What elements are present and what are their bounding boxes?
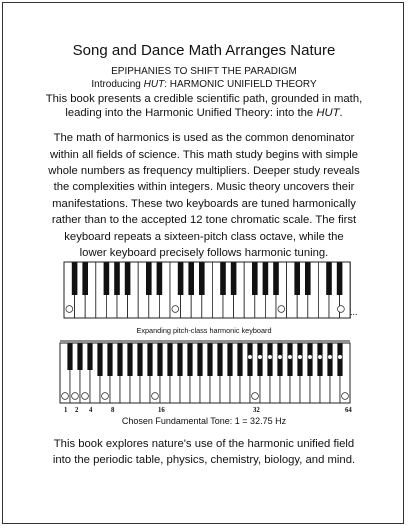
black-key xyxy=(207,343,212,376)
keyboard1-ellipsis: ... xyxy=(350,307,358,317)
paragraph-line: whole numbers as frequency multipliers. Deeper study reveals xyxy=(48,165,360,177)
black-key xyxy=(252,262,258,295)
black-key xyxy=(217,343,222,376)
harmonic-number: 64 xyxy=(345,407,352,414)
keyboard1 xyxy=(64,262,350,318)
harmonic-marker xyxy=(248,355,253,360)
paragraph-line: the complexities within integers. Music theory uncovers their xyxy=(53,181,355,193)
harmonic-marker xyxy=(318,355,323,360)
harmonic-marker xyxy=(328,355,333,360)
black-key xyxy=(117,343,122,376)
harmonic-number: 32 xyxy=(253,407,260,414)
harmonic-marker xyxy=(278,355,283,360)
page-title: Song and Dance Math Arranges Nature xyxy=(72,42,336,59)
black-key xyxy=(97,343,102,376)
harmonic-marker xyxy=(338,355,343,360)
black-key xyxy=(67,343,72,370)
harmonic-marker xyxy=(298,355,303,360)
closing-line: This book explores nature's use of the harmonic unified field xyxy=(53,438,355,450)
paragraph-line: lower keyboard precisely follows harmonic tuning. xyxy=(79,247,329,259)
black-key xyxy=(114,262,120,295)
paragraph-intro: This book presents a credible scientific path, grounded in math, leading into the Harmonic Unified Theory: into the HUT. xyxy=(45,93,363,119)
black-key xyxy=(220,262,226,295)
harmonic-marker xyxy=(268,355,273,360)
black-key xyxy=(87,343,92,370)
keyboard2 xyxy=(60,341,352,414)
harmonic-number: 8 xyxy=(111,407,115,414)
subtitle: EPIPHANIES TO SHIFT THE PARADIGM xyxy=(111,66,297,77)
black-key xyxy=(157,343,162,376)
black-key xyxy=(104,262,110,295)
intro-line: Introducing HUT: HARMONIC UNIFIELD THEORY xyxy=(91,79,317,90)
black-key xyxy=(237,343,242,376)
black-key xyxy=(157,262,163,295)
paragraph-line: within all fields of science. This math study begins with simple xyxy=(49,149,359,161)
harmonic-marker xyxy=(308,355,313,360)
harmonic-marker xyxy=(102,393,109,400)
black-key xyxy=(127,343,132,376)
black-key xyxy=(167,343,172,376)
harmonic-marker xyxy=(172,306,179,313)
harmonic-marker xyxy=(252,393,259,400)
black-key xyxy=(146,262,152,295)
black-key xyxy=(178,262,184,295)
harmonic-number: 2 xyxy=(75,407,79,414)
black-key xyxy=(305,262,311,295)
black-key xyxy=(199,262,205,295)
harmonic-number: 4 xyxy=(89,407,93,414)
harmonic-marker xyxy=(338,306,345,313)
keyboard2-title: Expanding pitch-class harmonic keyboard xyxy=(136,326,272,335)
closing-line: into the periodic table, physics, chemistry, biology, and mind. xyxy=(52,454,356,466)
black-key xyxy=(147,343,152,376)
black-key xyxy=(137,343,142,376)
black-key xyxy=(125,262,131,295)
paragraph-line: manifestations. These two keyboards are tuned harmonically xyxy=(52,198,356,210)
black-key xyxy=(294,262,300,295)
black-key xyxy=(273,262,279,295)
harmonic-marker xyxy=(62,393,69,400)
black-key xyxy=(187,343,192,376)
harmonic-marker xyxy=(258,355,263,360)
black-key xyxy=(107,343,112,376)
fundamental-tone: Chosen Fundamental Tone: 1 = 32.75 Hz xyxy=(121,416,287,426)
paragraph-line: The math of harmonics is used as the common denominator xyxy=(53,132,355,144)
paragraph-line: rather than to the accepted 12 tone chromatic scale. The first xyxy=(51,214,357,226)
harmonic-marker xyxy=(82,393,89,400)
harmonic-marker xyxy=(278,306,285,313)
harmonic-marker xyxy=(72,393,79,400)
paragraph-line: keyboard repeats a sixteen-pitch class octave, while the xyxy=(64,231,344,243)
harmonic-marker xyxy=(342,393,349,400)
black-key xyxy=(337,262,343,295)
black-key xyxy=(188,262,194,295)
black-key xyxy=(82,262,88,295)
black-key xyxy=(197,343,202,376)
black-key xyxy=(72,262,78,295)
black-key xyxy=(326,262,332,295)
black-key xyxy=(177,343,182,376)
black-key xyxy=(227,343,232,376)
harmonic-marker xyxy=(66,306,73,313)
harmonic-marker xyxy=(152,393,159,400)
black-key xyxy=(263,262,269,295)
black-key xyxy=(77,343,82,370)
harmonic-number: 16 xyxy=(158,407,165,414)
harmonic-marker xyxy=(288,355,293,360)
harmonic-number: 1 xyxy=(64,407,68,414)
black-key xyxy=(231,262,237,295)
